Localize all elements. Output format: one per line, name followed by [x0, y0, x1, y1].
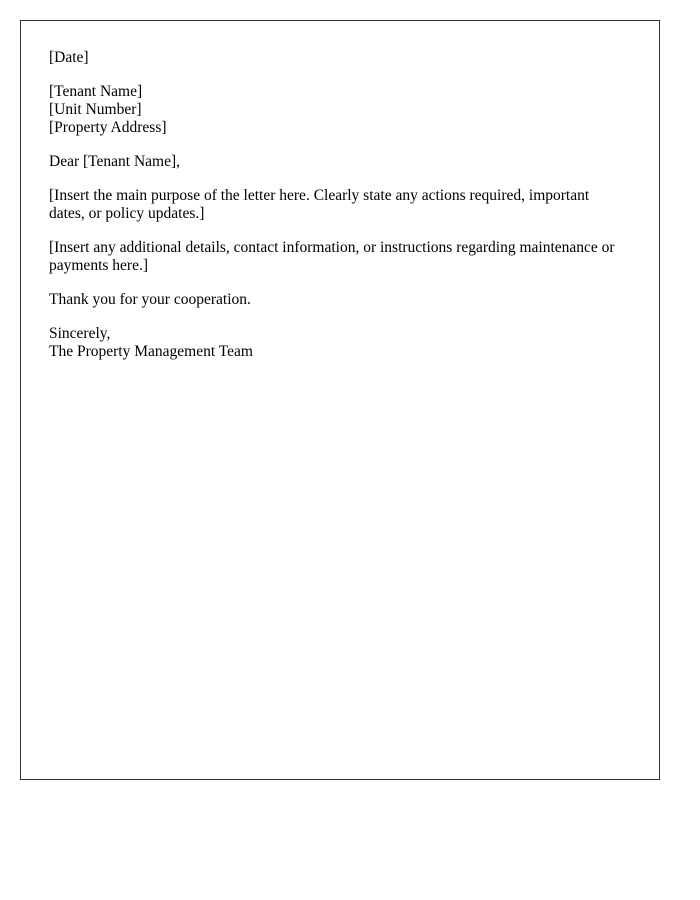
closing: Sincerely,	[49, 325, 111, 342]
recipient-unit: [Unit Number]	[49, 101, 142, 118]
letter-content	[49, 49, 639, 377]
body-paragraph-1-line-1: [Insert the main purpose of the letter here. Clearly state any actions required, important	[49, 187, 590, 204]
date-block	[49, 49, 639, 67]
letter-date: [Date]	[49, 49, 89, 66]
letter-page	[20, 20, 660, 780]
body-paragraph-1-line-2: dates, or policy updates.]	[49, 205, 205, 222]
thanks-line: Thank you for your cooperation.	[49, 291, 251, 308]
salutation-block	[49, 153, 639, 171]
recipient-address: [Property Address]	[49, 119, 167, 136]
salutation: Dear [Tenant Name],	[49, 153, 181, 170]
body-paragraph-2	[49, 239, 639, 275]
signature: The Property Management Team	[49, 343, 253, 360]
closing-block	[49, 325, 639, 361]
body-paragraph-2-line-2: payments here.]	[49, 257, 148, 274]
body-paragraph-1	[49, 187, 639, 223]
recipient-name: [Tenant Name]	[49, 83, 143, 100]
recipient-block	[49, 83, 639, 137]
body-paragraph-2-line-1: [Insert any additional details, contact information, or instructions regarding maintenance or	[49, 239, 615, 256]
thanks-block	[49, 291, 639, 309]
